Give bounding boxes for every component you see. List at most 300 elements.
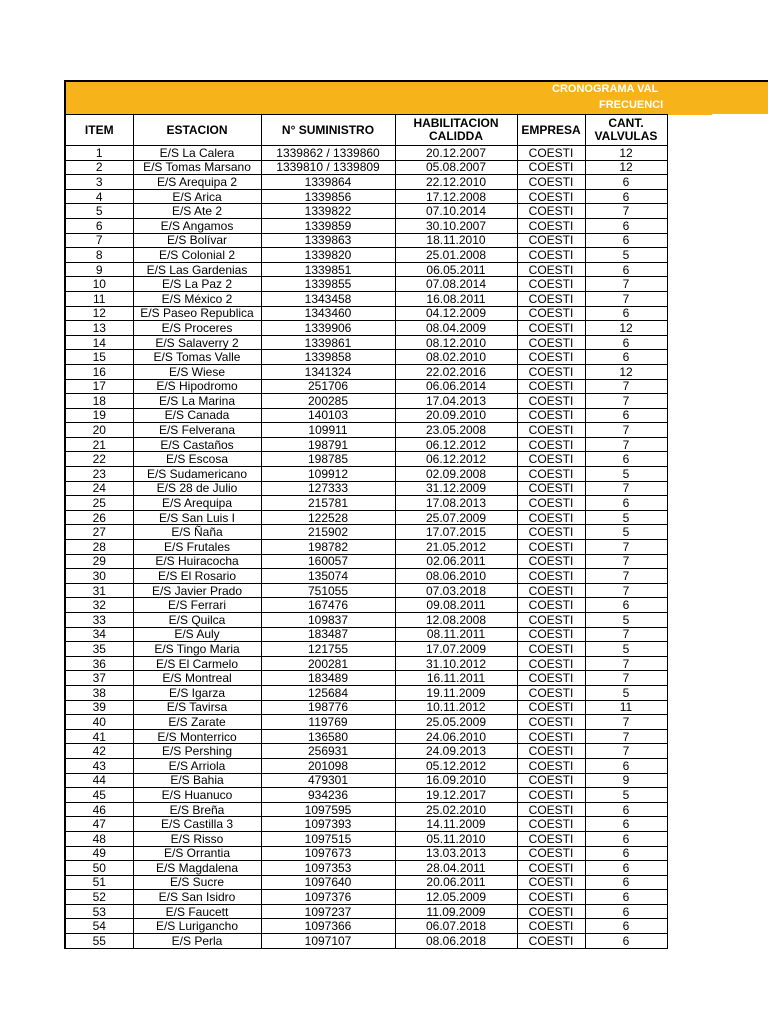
cell-valvulas[interactable]: 6 <box>585 218 667 233</box>
cell-habilitacion[interactable]: 02.06.2011 <box>395 554 517 569</box>
cell-suministro[interactable]: 121755 <box>261 642 395 657</box>
cell-empresa[interactable]: COESTI <box>517 685 585 700</box>
cell-estacion[interactable]: E/S Angamos <box>133 218 261 233</box>
cell-estacion[interactable]: E/S Salaverry 2 <box>133 335 261 350</box>
cell-item[interactable]: 1 <box>65 146 133 161</box>
cell-valvulas[interactable]: 5 <box>585 467 667 482</box>
cell-empresa[interactable]: COESTI <box>517 773 585 788</box>
cell-item[interactable]: 28 <box>65 540 133 555</box>
cell-empresa[interactable]: COESTI <box>517 160 585 175</box>
cell-suministro[interactable]: 1097366 <box>261 919 395 934</box>
cell-estacion[interactable]: E/S San Isidro <box>133 890 261 905</box>
cell-valvulas[interactable]: 6 <box>585 233 667 248</box>
cell-valvulas[interactable]: 7 <box>585 627 667 642</box>
cell-habilitacion[interactable]: 25.02.2010 <box>395 802 517 817</box>
cell-empresa[interactable]: COESTI <box>517 379 585 394</box>
cell-estacion[interactable]: E/S Faucett <box>133 904 261 919</box>
cell-suministro[interactable]: 183489 <box>261 671 395 686</box>
cell-estacion[interactable]: E/S El Rosario <box>133 569 261 584</box>
cell-estacion[interactable]: E/S Felverana <box>133 423 261 438</box>
cell-valvulas[interactable]: 7 <box>585 554 667 569</box>
cell-valvulas[interactable]: 12 <box>585 160 667 175</box>
cell-item[interactable]: 44 <box>65 773 133 788</box>
cell-suministro[interactable]: 251706 <box>261 379 395 394</box>
cell-item[interactable]: 2 <box>65 160 133 175</box>
cell-habilitacion[interactable]: 21.05.2012 <box>395 540 517 555</box>
cell-item[interactable]: 20 <box>65 423 133 438</box>
cell-item[interactable]: 18 <box>65 394 133 409</box>
cell-estacion[interactable]: E/S Bahia <box>133 773 261 788</box>
cell-estacion[interactable]: E/S Hipodromo <box>133 379 261 394</box>
cell-empresa[interactable]: COESTI <box>517 758 585 773</box>
cell-empresa[interactable]: COESTI <box>517 729 585 744</box>
cell-suministro[interactable]: 109912 <box>261 467 395 482</box>
cell-estacion[interactable]: E/S México 2 <box>133 291 261 306</box>
cell-valvulas[interactable]: 7 <box>585 437 667 452</box>
cell-habilitacion[interactable]: 25.01.2008 <box>395 248 517 263</box>
cell-empresa[interactable]: COESTI <box>517 262 585 277</box>
cell-estacion[interactable]: E/S Arequipa <box>133 496 261 511</box>
cell-habilitacion[interactable]: 30.10.2007 <box>395 218 517 233</box>
cell-estacion[interactable]: E/S Zarate <box>133 715 261 730</box>
cell-item[interactable]: 23 <box>65 467 133 482</box>
cell-item[interactable]: 51 <box>65 875 133 890</box>
cell-habilitacion[interactable]: 02.09.2008 <box>395 467 517 482</box>
cell-empresa[interactable]: COESTI <box>517 394 585 409</box>
cell-suministro[interactable]: 183487 <box>261 627 395 642</box>
cell-suministro[interactable]: 1339855 <box>261 277 395 292</box>
cell-item[interactable]: 40 <box>65 715 133 730</box>
cell-valvulas[interactable]: 5 <box>585 248 667 263</box>
cell-valvulas[interactable]: 5 <box>585 613 667 628</box>
cell-empresa[interactable]: COESTI <box>517 802 585 817</box>
cell-habilitacion[interactable]: 10.11.2012 <box>395 700 517 715</box>
cell-suministro[interactable]: 200285 <box>261 394 395 409</box>
cell-habilitacion[interactable]: 23.05.2008 <box>395 423 517 438</box>
cell-valvulas[interactable]: 7 <box>585 540 667 555</box>
cell-suministro[interactable]: 256931 <box>261 744 395 759</box>
cell-valvulas[interactable]: 6 <box>585 189 667 204</box>
cell-habilitacion[interactable]: 24.09.2013 <box>395 744 517 759</box>
cell-estacion[interactable]: E/S Sucre <box>133 875 261 890</box>
cell-estacion[interactable]: E/S Colonial 2 <box>133 248 261 263</box>
cell-empresa[interactable]: COESTI <box>517 831 585 846</box>
cell-suministro[interactable]: 140103 <box>261 408 395 423</box>
cell-valvulas[interactable]: 7 <box>585 204 667 219</box>
cell-suministro[interactable]: 1097353 <box>261 861 395 876</box>
cell-empresa[interactable]: COESTI <box>517 904 585 919</box>
cell-item[interactable]: 22 <box>65 452 133 467</box>
cell-suministro[interactable]: 1097376 <box>261 890 395 905</box>
cell-empresa[interactable]: COESTI <box>517 642 585 657</box>
cell-habilitacion[interactable]: 16.08.2011 <box>395 291 517 306</box>
cell-valvulas[interactable]: 7 <box>585 481 667 496</box>
cell-item[interactable]: 13 <box>65 321 133 336</box>
cell-empresa[interactable]: COESTI <box>517 218 585 233</box>
cell-item[interactable]: 4 <box>65 189 133 204</box>
cell-estacion[interactable]: E/S Sudamericano <box>133 467 261 482</box>
cell-suministro[interactable]: 215781 <box>261 496 395 511</box>
cell-empresa[interactable]: COESTI <box>517 861 585 876</box>
cell-habilitacion[interactable]: 06.12.2012 <box>395 437 517 452</box>
cell-suministro[interactable]: 751055 <box>261 583 395 598</box>
cell-estacion[interactable]: E/S Montreal <box>133 671 261 686</box>
cell-item[interactable]: 33 <box>65 613 133 628</box>
cell-estacion[interactable]: E/S Las Gardenias <box>133 262 261 277</box>
cell-item[interactable]: 26 <box>65 510 133 525</box>
cell-habilitacion[interactable]: 19.11.2009 <box>395 685 517 700</box>
cell-valvulas[interactable]: 5 <box>585 685 667 700</box>
cell-estacion[interactable]: E/S Breña <box>133 802 261 817</box>
cell-suministro[interactable]: 109837 <box>261 613 395 628</box>
cell-suministro[interactable]: 127333 <box>261 481 395 496</box>
cell-empresa[interactable]: COESTI <box>517 496 585 511</box>
cell-empresa[interactable]: COESTI <box>517 554 585 569</box>
cell-suministro[interactable]: 1339851 <box>261 262 395 277</box>
cell-suministro[interactable]: 1097640 <box>261 875 395 890</box>
cell-item[interactable]: 27 <box>65 525 133 540</box>
cell-suministro[interactable]: 198782 <box>261 540 395 555</box>
cell-suministro[interactable]: 1339864 <box>261 175 395 190</box>
cell-suministro[interactable]: 1097107 <box>261 934 395 949</box>
cell-estacion[interactable]: E/S Paseo Republica <box>133 306 261 321</box>
cell-item[interactable]: 35 <box>65 642 133 657</box>
cell-item[interactable]: 36 <box>65 656 133 671</box>
cell-item[interactable]: 46 <box>65 802 133 817</box>
cell-suministro[interactable]: 479301 <box>261 773 395 788</box>
cell-suministro[interactable]: 1339859 <box>261 218 395 233</box>
cell-item[interactable]: 29 <box>65 554 133 569</box>
cell-item[interactable]: 41 <box>65 729 133 744</box>
cell-empresa[interactable]: COESTI <box>517 467 585 482</box>
cell-habilitacion[interactable]: 07.10.2014 <box>395 204 517 219</box>
cell-valvulas[interactable]: 6 <box>585 875 667 890</box>
cell-suministro[interactable]: 1341324 <box>261 364 395 379</box>
cell-estacion[interactable]: E/S Escosa <box>133 452 261 467</box>
cell-valvulas[interactable]: 6 <box>585 934 667 949</box>
cell-estacion[interactable]: E/S Risso <box>133 831 261 846</box>
cell-valvulas[interactable]: 6 <box>585 335 667 350</box>
cell-estacion[interactable]: E/S Arriola <box>133 758 261 773</box>
cell-habilitacion[interactable]: 08.06.2010 <box>395 569 517 584</box>
cell-empresa[interactable]: COESTI <box>517 700 585 715</box>
cell-valvulas[interactable]: 7 <box>585 715 667 730</box>
cell-empresa[interactable]: COESTI <box>517 277 585 292</box>
cell-habilitacion[interactable]: 22.12.2010 <box>395 175 517 190</box>
cell-item[interactable]: 37 <box>65 671 133 686</box>
cell-suministro[interactable]: 119769 <box>261 715 395 730</box>
cell-habilitacion[interactable]: 25.07.2009 <box>395 510 517 525</box>
cell-item[interactable]: 16 <box>65 364 133 379</box>
cell-estacion[interactable]: E/S Castaños <box>133 437 261 452</box>
cell-empresa[interactable]: COESTI <box>517 321 585 336</box>
cell-suministro[interactable]: 109911 <box>261 423 395 438</box>
cell-suministro[interactable]: 1097515 <box>261 831 395 846</box>
cell-empresa[interactable]: COESTI <box>517 613 585 628</box>
cell-empresa[interactable]: COESTI <box>517 204 585 219</box>
cell-empresa[interactable]: COESTI <box>517 540 585 555</box>
cell-suministro[interactable]: 198776 <box>261 700 395 715</box>
cell-estacion[interactable]: E/S Tingo Maria <box>133 642 261 657</box>
cell-empresa[interactable]: COESTI <box>517 846 585 861</box>
cell-empresa[interactable]: COESTI <box>517 715 585 730</box>
cell-valvulas[interactable]: 6 <box>585 758 667 773</box>
cell-item[interactable]: 47 <box>65 817 133 832</box>
cell-estacion[interactable]: E/S Javier Prado <box>133 583 261 598</box>
cell-estacion[interactable]: E/S El Carmelo <box>133 656 261 671</box>
cell-habilitacion[interactable]: 25.05.2009 <box>395 715 517 730</box>
cell-suministro[interactable]: 1339822 <box>261 204 395 219</box>
cell-estacion[interactable]: E/S Tavirsa <box>133 700 261 715</box>
cell-item[interactable]: 15 <box>65 350 133 365</box>
cell-habilitacion[interactable]: 16.09.2010 <box>395 773 517 788</box>
cell-habilitacion[interactable]: 06.12.2012 <box>395 452 517 467</box>
cell-valvulas[interactable]: 7 <box>585 569 667 584</box>
cell-estacion[interactable]: E/S La Paz 2 <box>133 277 261 292</box>
cell-valvulas[interactable]: 11 <box>585 700 667 715</box>
cell-habilitacion[interactable]: 09.08.2011 <box>395 598 517 613</box>
cell-estacion[interactable]: E/S Auly <box>133 627 261 642</box>
cell-item[interactable]: 10 <box>65 277 133 292</box>
cell-valvulas[interactable]: 6 <box>585 817 667 832</box>
cell-suministro[interactable]: 1343458 <box>261 291 395 306</box>
cell-habilitacion[interactable]: 17.07.2015 <box>395 525 517 540</box>
cell-valvulas[interactable]: 12 <box>585 321 667 336</box>
cell-estacion[interactable]: E/S Huiracocha <box>133 554 261 569</box>
cell-habilitacion[interactable]: 08.12.2010 <box>395 335 517 350</box>
cell-empresa[interactable]: COESTI <box>517 306 585 321</box>
cell-valvulas[interactable]: 6 <box>585 306 667 321</box>
cell-habilitacion[interactable]: 18.11.2010 <box>395 233 517 248</box>
cell-suministro[interactable]: 167476 <box>261 598 395 613</box>
cell-estacion[interactable]: E/S Magdalena <box>133 861 261 876</box>
cell-item[interactable]: 34 <box>65 627 133 642</box>
cell-item[interactable]: 31 <box>65 583 133 598</box>
cell-habilitacion[interactable]: 19.12.2017 <box>395 788 517 803</box>
cell-valvulas[interactable]: 7 <box>585 394 667 409</box>
cell-item[interactable]: 5 <box>65 204 133 219</box>
cell-estacion[interactable]: E/S Wiese <box>133 364 261 379</box>
cell-valvulas[interactable]: 5 <box>585 788 667 803</box>
cell-item[interactable]: 50 <box>65 861 133 876</box>
cell-estacion[interactable]: E/S Lurigancho <box>133 919 261 934</box>
cell-valvulas[interactable]: 12 <box>585 364 667 379</box>
cell-habilitacion[interactable]: 20.09.2010 <box>395 408 517 423</box>
cell-estacion[interactable]: E/S Igarza <box>133 685 261 700</box>
cell-suministro[interactable]: 1097237 <box>261 904 395 919</box>
cell-empresa[interactable]: COESTI <box>517 291 585 306</box>
cell-empresa[interactable]: COESTI <box>517 335 585 350</box>
cell-habilitacion[interactable]: 17.08.2013 <box>395 496 517 511</box>
cell-suministro[interactable]: 122528 <box>261 510 395 525</box>
cell-empresa[interactable]: COESTI <box>517 437 585 452</box>
cell-empresa[interactable]: COESTI <box>517 248 585 263</box>
cell-habilitacion[interactable]: 13.03.2013 <box>395 846 517 861</box>
cell-estacion[interactable]: E/S La Marina <box>133 394 261 409</box>
cell-estacion[interactable]: E/S Castilla 3 <box>133 817 261 832</box>
cell-item[interactable]: 39 <box>65 700 133 715</box>
cell-habilitacion[interactable]: 05.08.2007 <box>395 160 517 175</box>
cell-empresa[interactable]: COESTI <box>517 671 585 686</box>
cell-suministro[interactable]: 1097595 <box>261 802 395 817</box>
cell-valvulas[interactable]: 7 <box>585 423 667 438</box>
cell-suministro[interactable]: 934236 <box>261 788 395 803</box>
cell-valvulas[interactable]: 9 <box>585 773 667 788</box>
cell-estacion[interactable]: E/S La Calera <box>133 146 261 161</box>
cell-empresa[interactable]: COESTI <box>517 408 585 423</box>
cell-empresa[interactable]: COESTI <box>517 175 585 190</box>
cell-habilitacion[interactable]: 17.12.2008 <box>395 189 517 204</box>
cell-habilitacion[interactable]: 20.12.2007 <box>395 146 517 161</box>
cell-item[interactable]: 3 <box>65 175 133 190</box>
cell-valvulas[interactable]: 5 <box>585 642 667 657</box>
cell-empresa[interactable]: COESTI <box>517 656 585 671</box>
cell-valvulas[interactable]: 6 <box>585 350 667 365</box>
cell-suministro[interactable]: 200281 <box>261 656 395 671</box>
cell-habilitacion[interactable]: 08.02.2010 <box>395 350 517 365</box>
cell-empresa[interactable]: COESTI <box>517 364 585 379</box>
cell-estacion[interactable]: E/S Orrantia <box>133 846 261 861</box>
cell-suministro[interactable]: 125684 <box>261 685 395 700</box>
cell-valvulas[interactable]: 5 <box>585 525 667 540</box>
cell-suministro[interactable]: 160057 <box>261 554 395 569</box>
cell-valvulas[interactable]: 5 <box>585 510 667 525</box>
cell-habilitacion[interactable]: 05.11.2010 <box>395 831 517 846</box>
cell-suministro[interactable]: 198791 <box>261 437 395 452</box>
cell-suministro[interactable]: 1339856 <box>261 189 395 204</box>
cell-valvulas[interactable]: 6 <box>585 262 667 277</box>
cell-habilitacion[interactable]: 04.12.2009 <box>395 306 517 321</box>
cell-valvulas[interactable]: 7 <box>585 671 667 686</box>
cell-estacion[interactable]: E/S Ate 2 <box>133 204 261 219</box>
cell-valvulas[interactable]: 7 <box>585 583 667 598</box>
cell-item[interactable]: 54 <box>65 919 133 934</box>
cell-empresa[interactable]: COESTI <box>517 583 585 598</box>
cell-valvulas[interactable]: 6 <box>585 408 667 423</box>
cell-estacion[interactable]: E/S Bolívar <box>133 233 261 248</box>
cell-valvulas[interactable]: 6 <box>585 919 667 934</box>
cell-estacion[interactable]: E/S Proceres <box>133 321 261 336</box>
cell-valvulas[interactable]: 7 <box>585 729 667 744</box>
cell-suministro[interactable]: 1343460 <box>261 306 395 321</box>
cell-item[interactable]: 25 <box>65 496 133 511</box>
cell-empresa[interactable]: COESTI <box>517 452 585 467</box>
cell-item[interactable]: 6 <box>65 218 133 233</box>
cell-habilitacion[interactable]: 12.05.2009 <box>395 890 517 905</box>
cell-empresa[interactable]: COESTI <box>517 569 585 584</box>
cell-estacion[interactable]: E/S Pershing <box>133 744 261 759</box>
cell-valvulas[interactable]: 12 <box>585 146 667 161</box>
cell-suministro[interactable]: 198785 <box>261 452 395 467</box>
cell-habilitacion[interactable]: 17.04.2013 <box>395 394 517 409</box>
cell-estacion[interactable]: E/S San Luis I <box>133 510 261 525</box>
cell-habilitacion[interactable]: 17.07.2009 <box>395 642 517 657</box>
cell-valvulas[interactable]: 7 <box>585 291 667 306</box>
cell-item[interactable]: 9 <box>65 262 133 277</box>
cell-estacion[interactable]: E/S Tomas Valle <box>133 350 261 365</box>
cell-estacion[interactable]: E/S Arica <box>133 189 261 204</box>
cell-valvulas[interactable]: 6 <box>585 831 667 846</box>
cell-empresa[interactable]: COESTI <box>517 627 585 642</box>
cell-valvulas[interactable]: 6 <box>585 598 667 613</box>
cell-estacion[interactable]: E/S Quilca <box>133 613 261 628</box>
cell-suministro[interactable]: 136580 <box>261 729 395 744</box>
cell-valvulas[interactable]: 6 <box>585 496 667 511</box>
cell-empresa[interactable]: COESTI <box>517 875 585 890</box>
cell-habilitacion[interactable]: 06.07.2018 <box>395 919 517 934</box>
cell-habilitacion[interactable]: 20.06.2011 <box>395 875 517 890</box>
cell-item[interactable]: 55 <box>65 934 133 949</box>
cell-item[interactable]: 38 <box>65 685 133 700</box>
cell-suministro[interactable]: 135074 <box>261 569 395 584</box>
cell-empresa[interactable]: COESTI <box>517 510 585 525</box>
cell-empresa[interactable]: COESTI <box>517 817 585 832</box>
cell-estacion[interactable]: E/S Perla <box>133 934 261 949</box>
cell-estacion[interactable]: E/S 28 de Julio <box>133 481 261 496</box>
cell-estacion[interactable]: E/S Arequipa 2 <box>133 175 261 190</box>
cell-habilitacion[interactable]: 08.06.2018 <box>395 934 517 949</box>
cell-item[interactable]: 43 <box>65 758 133 773</box>
cell-empresa[interactable]: COESTI <box>517 350 585 365</box>
cell-suministro[interactable]: 1097393 <box>261 817 395 832</box>
cell-suministro[interactable]: 1339861 <box>261 335 395 350</box>
cell-empresa[interactable]: COESTI <box>517 146 585 161</box>
cell-empresa[interactable]: COESTI <box>517 481 585 496</box>
cell-suministro[interactable]: 1339906 <box>261 321 395 336</box>
cell-item[interactable]: 24 <box>65 481 133 496</box>
cell-habilitacion[interactable]: 11.09.2009 <box>395 904 517 919</box>
cell-suministro[interactable]: 215902 <box>261 525 395 540</box>
cell-item[interactable]: 49 <box>65 846 133 861</box>
cell-valvulas[interactable]: 6 <box>585 861 667 876</box>
cell-valvulas[interactable]: 6 <box>585 890 667 905</box>
cell-valvulas[interactable]: 6 <box>585 175 667 190</box>
cell-habilitacion[interactable]: 08.11.2011 <box>395 627 517 642</box>
cell-habilitacion[interactable]: 06.05.2011 <box>395 262 517 277</box>
cell-estacion[interactable]: E/S Huanuco <box>133 788 261 803</box>
cell-item[interactable]: 32 <box>65 598 133 613</box>
cell-item[interactable]: 12 <box>65 306 133 321</box>
cell-item[interactable]: 7 <box>65 233 133 248</box>
cell-habilitacion[interactable]: 12.08.2008 <box>395 613 517 628</box>
cell-valvulas[interactable]: 7 <box>585 277 667 292</box>
cell-habilitacion[interactable]: 31.12.2009 <box>395 481 517 496</box>
cell-empresa[interactable]: COESTI <box>517 423 585 438</box>
cell-empresa[interactable]: COESTI <box>517 233 585 248</box>
cell-valvulas[interactable]: 7 <box>585 744 667 759</box>
cell-habilitacion[interactable]: 07.03.2018 <box>395 583 517 598</box>
cell-estacion[interactable]: E/S Ñaña <box>133 525 261 540</box>
cell-estacion[interactable]: E/S Canada <box>133 408 261 423</box>
cell-suministro[interactable]: 201098 <box>261 758 395 773</box>
cell-item[interactable]: 42 <box>65 744 133 759</box>
cell-item[interactable]: 52 <box>65 890 133 905</box>
cell-item[interactable]: 11 <box>65 291 133 306</box>
cell-item[interactable]: 8 <box>65 248 133 263</box>
cell-empresa[interactable]: COESTI <box>517 598 585 613</box>
cell-habilitacion[interactable]: 06.06.2014 <box>395 379 517 394</box>
cell-estacion[interactable]: E/S Tomas Marsano <box>133 160 261 175</box>
cell-empresa[interactable]: COESTI <box>517 189 585 204</box>
cell-empresa[interactable]: COESTI <box>517 525 585 540</box>
cell-valvulas[interactable]: 7 <box>585 656 667 671</box>
cell-estacion[interactable]: E/S Ferrari <box>133 598 261 613</box>
cell-estacion[interactable]: E/S Monterrico <box>133 729 261 744</box>
cell-item[interactable]: 14 <box>65 335 133 350</box>
cell-habilitacion[interactable]: 08.04.2009 <box>395 321 517 336</box>
cell-suministro[interactable]: 1339810 / 1339809 <box>261 160 395 175</box>
cell-empresa[interactable]: COESTI <box>517 890 585 905</box>
